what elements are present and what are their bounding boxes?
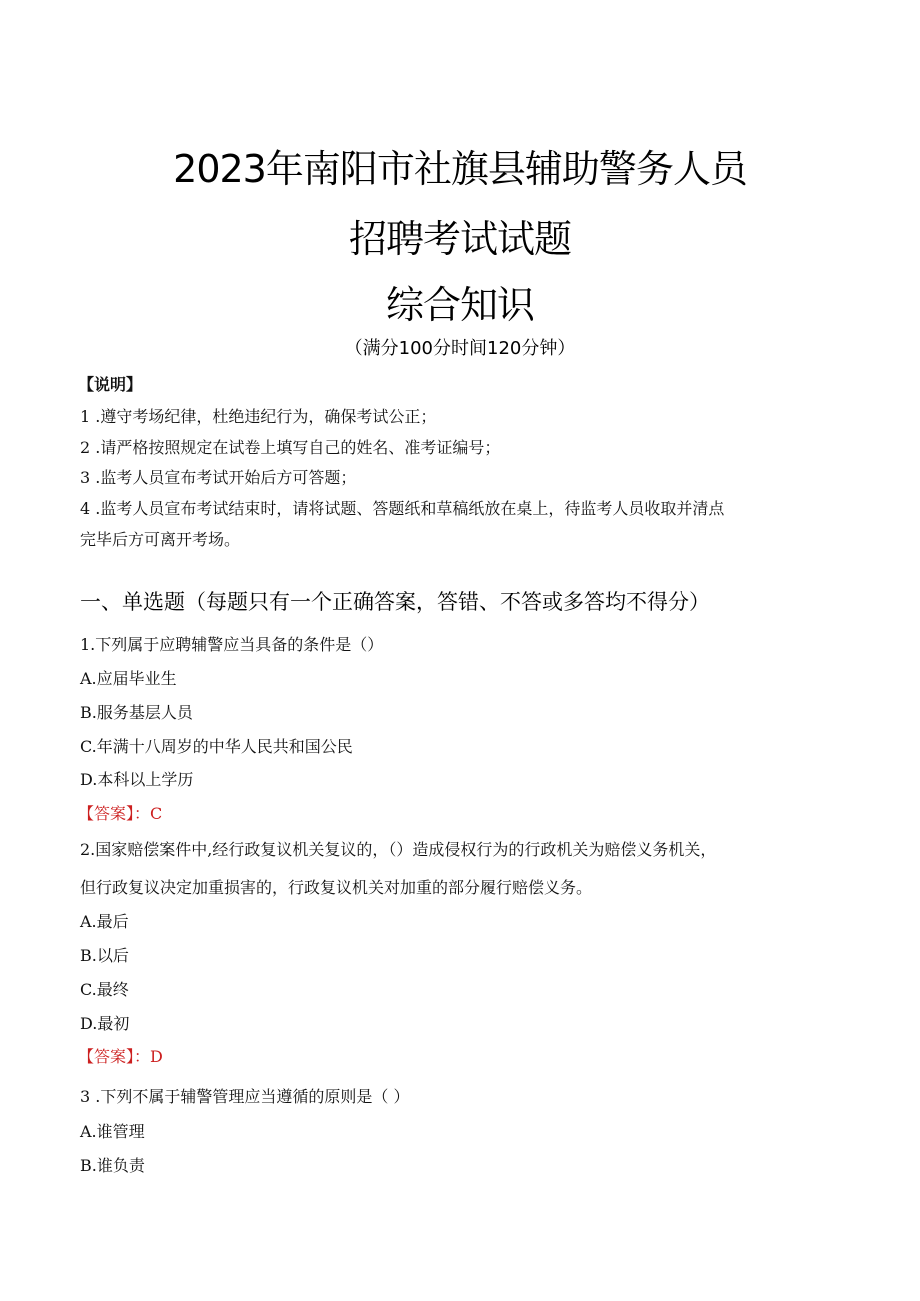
section-title: 一、单选题（每题只有一个正确答案，答错、不答或多答均不得分） bbox=[80, 590, 710, 614]
question-option: B.谁负责 bbox=[80, 1156, 145, 1175]
question-option: A.谁管理 bbox=[80, 1122, 145, 1141]
question-option: B.以后 bbox=[80, 946, 129, 965]
answer-label: 【答案】： bbox=[78, 804, 151, 823]
instruction-item: 2 .请严格按照规定在试卷上填写自己的姓名、准考证编号； bbox=[80, 438, 501, 457]
question-option: A.最后 bbox=[80, 912, 129, 931]
question-option: C.年满十八周岁的中华人民共和国公民 bbox=[80, 737, 353, 756]
question-option: A.应届毕业生 bbox=[80, 669, 177, 688]
answer-value: D bbox=[150, 1047, 163, 1066]
answer-value: C bbox=[150, 804, 163, 823]
question-option: D.本科以上学历 bbox=[80, 770, 194, 789]
question-stem: 2.国家赔偿案件中,经行政复议机关复议的，（）造成侵权行为的行政机关为赔偿义务机关， bbox=[80, 840, 717, 859]
instruction-item: 1 .遵守考场纪律，杜绝违纪行为，确保考试公正； bbox=[80, 407, 437, 426]
score-time-note: （满分100分时间120分钟） bbox=[344, 338, 576, 359]
answer-line bbox=[78, 801, 850, 824]
instruction-item: 3 .监考人员宣布考试开始后方可答题； bbox=[80, 468, 357, 487]
title-line-2: 招聘考试试题 bbox=[348, 217, 571, 261]
title-line-1: 2023年南阳市社旗县辅助警务人员 bbox=[173, 147, 747, 191]
question-stem: 1.下列属于应聘辅警应当具备的条件是（） bbox=[80, 635, 384, 654]
answer-label: 【答案】： bbox=[78, 1047, 151, 1066]
question-option: D.最初 bbox=[80, 1014, 130, 1033]
instructions-heading: 【说明】 bbox=[78, 375, 143, 394]
instruction-item: 4 .监考人员宣布考试结束时，请将试题、答题纸和草稿纸放在桌上，待监考人员收取并清点 bbox=[80, 499, 725, 518]
instruction-item-continued: 完毕后方可离开考场。 bbox=[80, 530, 241, 549]
question-option: C.最终 bbox=[80, 980, 129, 999]
question-option: B.服务基层人员 bbox=[80, 703, 193, 722]
title-line-3: 综合知识 bbox=[385, 283, 534, 327]
question-stem-continued: 但行政复议决定加重损害的，行政复议机关对加重的部分履行赔偿义务。 bbox=[80, 878, 593, 897]
answer-line bbox=[78, 1044, 850, 1067]
question-stem: 3 .下列不属于辅警管理应当遵循的原则是（ ） bbox=[80, 1087, 410, 1106]
